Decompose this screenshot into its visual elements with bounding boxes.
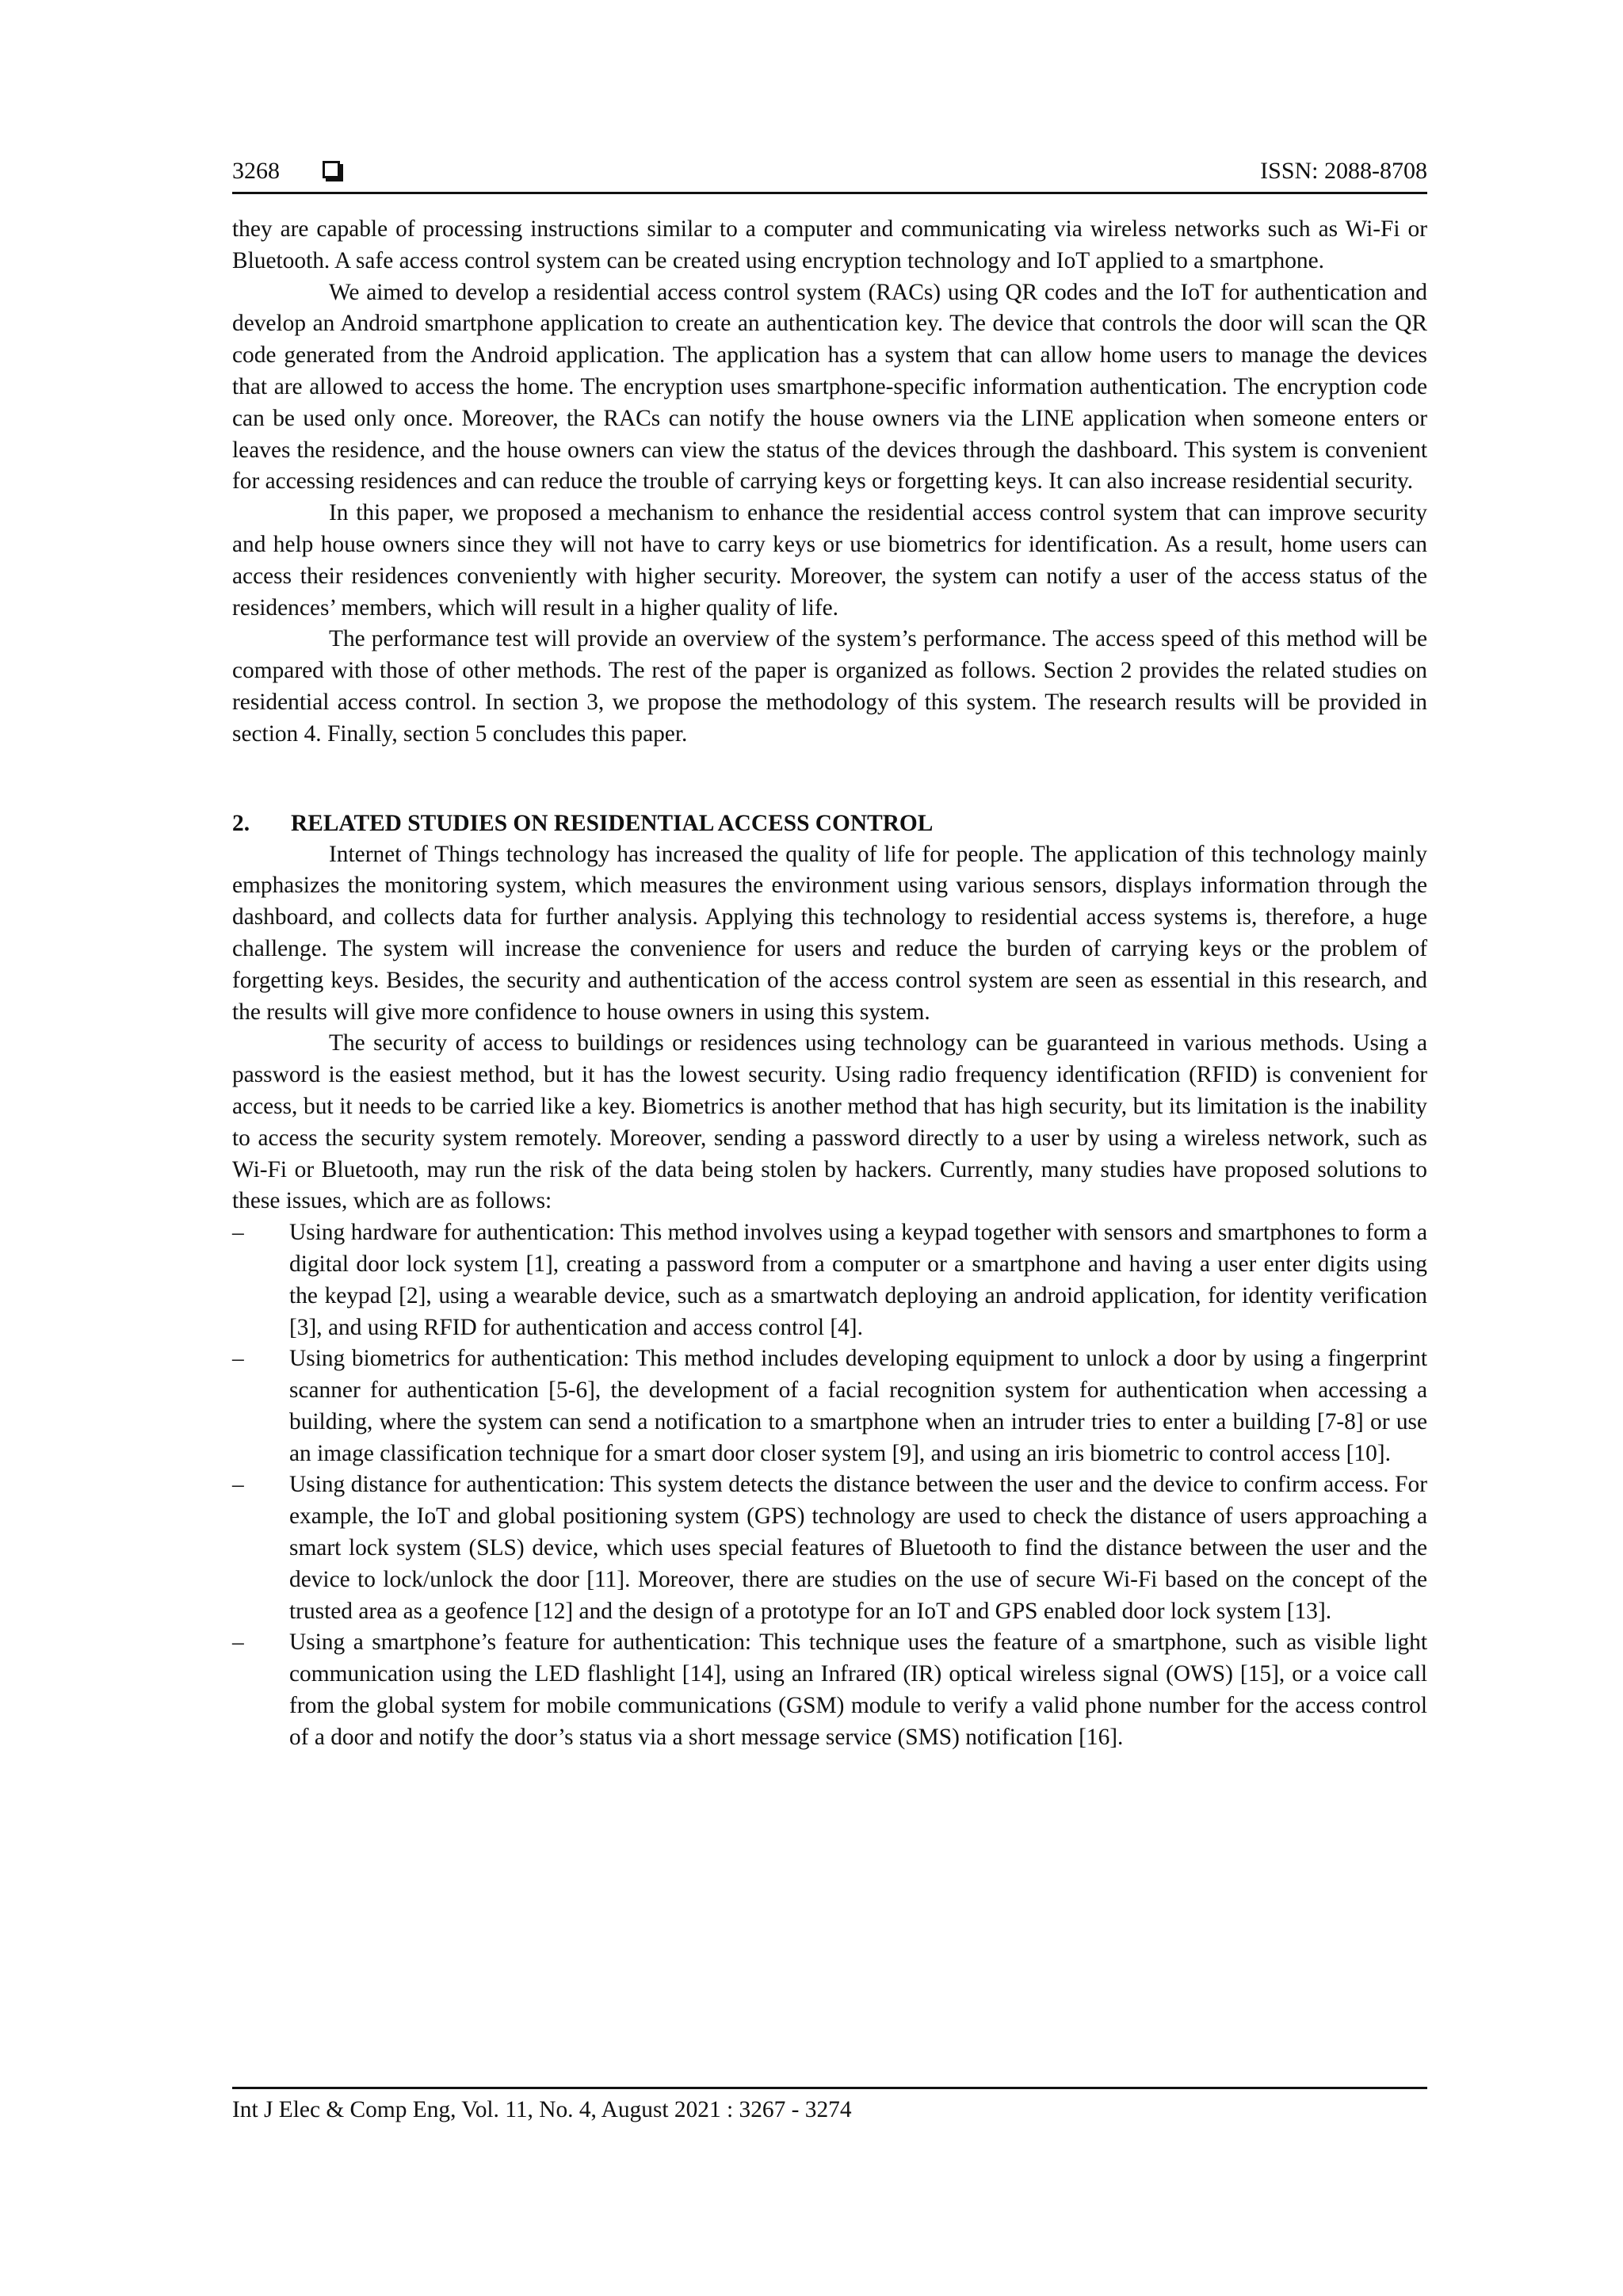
dash-icon: –: [232, 1629, 244, 1656]
header-rule: [232, 192, 1427, 194]
approach-list: [232, 1217, 1427, 1754]
section-heading: [232, 808, 1427, 839]
square-bullet-icon: [323, 161, 340, 178]
list-item: [232, 1217, 1427, 1343]
section-title: RELATED STUDIES ON RESIDENTIAL ACCESS CONTROL: [291, 810, 934, 836]
dash-icon: –: [232, 1472, 244, 1498]
dash-icon: –: [232, 1346, 244, 1372]
footer-rule: [232, 2087, 1427, 2089]
list-item-text: Using biometrics for authentication: This method includes developing equipment to unlock a door by using a fingerprint scanner for authentication [5-6], the development of a facial recognition system for authentication when accessing a building, where the system can send a notification to a smartphone when an intruder tries to enter a building [7-8] or use an image classification technique for a smart door closer system [9], and using an iris biometric to control access [10].: [289, 1346, 1427, 1466]
section-paragraph: Internet of Things technology has increased the quality of life for people. The application of this technology mainly emphasizes the monitoring system, which measures the environment using various sensors, displays information through the dashboard, and collects data for further analysis. Applying this technology to residential access systems is, therefore, a huge challenge. The system will increase the convenience for users and reduce the burden of carrying keys or the problem of forgetting keys. Besides, the security and authentication of the access control system are seen as essential in this research, and the results will give more confidence to house owners in using this system.: [232, 841, 1427, 1025]
footer-citation: Int J Elec & Comp Eng, Vol. 11, No. 4, August 2021 : 3267 - 3274: [232, 2097, 852, 2122]
list-item: [232, 1343, 1427, 1469]
intro-paragraph: they are capable of processing instructions similar to a computer and communicating via wireless networks such as Wi-Fi or Bluetooth. A safe access control system can be created using encryption technology and IoT applied to a smartphone.: [232, 216, 1427, 273]
section-number: 2.: [232, 810, 250, 836]
list-item-text: Using distance for authentication: This system detects the distance between the user and the device to confirm access. For example, the IoT and global positioning system (GPS) technology are used to check the distance of users approaching a smart lock system (SLS) device, which uses special features of Bluetooth to find the distance between the user and the device to lock/unlock the door [11]. Moreover, there are studies on the use of secure Wi-Fi based on the concept of the trusted area as a geofence [12] and the design of a prototype for an IoT and GPS enabled door lock system [13].: [289, 1472, 1427, 1624]
list-item: [232, 1469, 1427, 1627]
page-number: 3268: [232, 158, 280, 184]
issn-label: ISSN: 2088-8708: [1260, 158, 1427, 184]
list-item-text: Using a smartphone’s feature for authentication: This technique uses the feature of a smartphone, such as visible light communication using the LED flashlight [14], using an Infrared (IR) optical wireless signal (OWS) [15], or a voice call from the global system for mobile communications (GSM) module to verify a valid phone number for the access control of a door and notify the door’s status via a short message service (SMS) notification [16].: [289, 1629, 1427, 1750]
page-body: [232, 214, 1427, 1754]
page-header: [232, 153, 1427, 189]
intro-paragraph: The performance test will provide an overview of the system’s performance. The access speed of this method will be compared with those of other methods. The rest of the paper is organized as follows. Section 2 provides the related studies on residential access control. In section 3, we propose the methodology of this system. The research results will be provided in section 4. Finally, section 5 concludes this paper.: [232, 626, 1427, 747]
intro-paragraph: We aimed to develop a residential access control system (RACs) using QR codes and the IoT for authentication and develop an Android smartphone application to create an authentication key. The device that controls the door will scan the QR code generated from the Android application. The application has a system that can allow home users to manage the devices that are allowed to access the home. The encryption uses smartphone-specific information authentication. The encryption code can be used only once. Moreover, the RACs can notify the house owners via the LINE application when someone enters or leaves the residence, and the house owners can view the status of the devices through the dashboard. This system is convenient for accessing residences and can reduce the trouble of carrying keys or forgetting keys. It can also increase residential security.: [232, 279, 1427, 495]
list-item: [232, 1627, 1427, 1753]
section-paragraph: The security of access to buildings or residences using technology can be guaranteed in various methods. Using a password is the easiest method, but it has the lowest security. Using radio frequency identification (RFID) is convenient for access, but it needs to be carried like a key. Biometrics is another method that has high security, but its limitation is the inability to access the security system remotely. Moreover, sending a password directly to a user by using a wireless network, such as Wi-Fi or Bluetooth, may run the risk of the data being stolen by hackers. Currently, many studies have proposed solutions to these issues, which are as follows:: [232, 1030, 1427, 1214]
list-item-text: Using hardware for authentication: This method involves using a keypad together with sensors and smartphones to form a digital door lock system [1], creating a password from a computer or a smartphone and having a user enter digits using the keypad [2], using a wearable device, such as a smartwatch deploying an android application, for identity verification [3], and using RFID for authentication and access control [4].: [289, 1220, 1427, 1340]
intro-paragraph: In this paper, we proposed a mechanism to enhance the residential access control system that can improve security and help house owners since they will not have to carry keys or use biometrics for identification. As a result, home users can access their residences conveniently with higher security. Moreover, the system can notify a user of the access status of the residences’ members, which will result in a higher quality of life.: [232, 500, 1427, 621]
dash-icon: –: [232, 1220, 244, 1246]
